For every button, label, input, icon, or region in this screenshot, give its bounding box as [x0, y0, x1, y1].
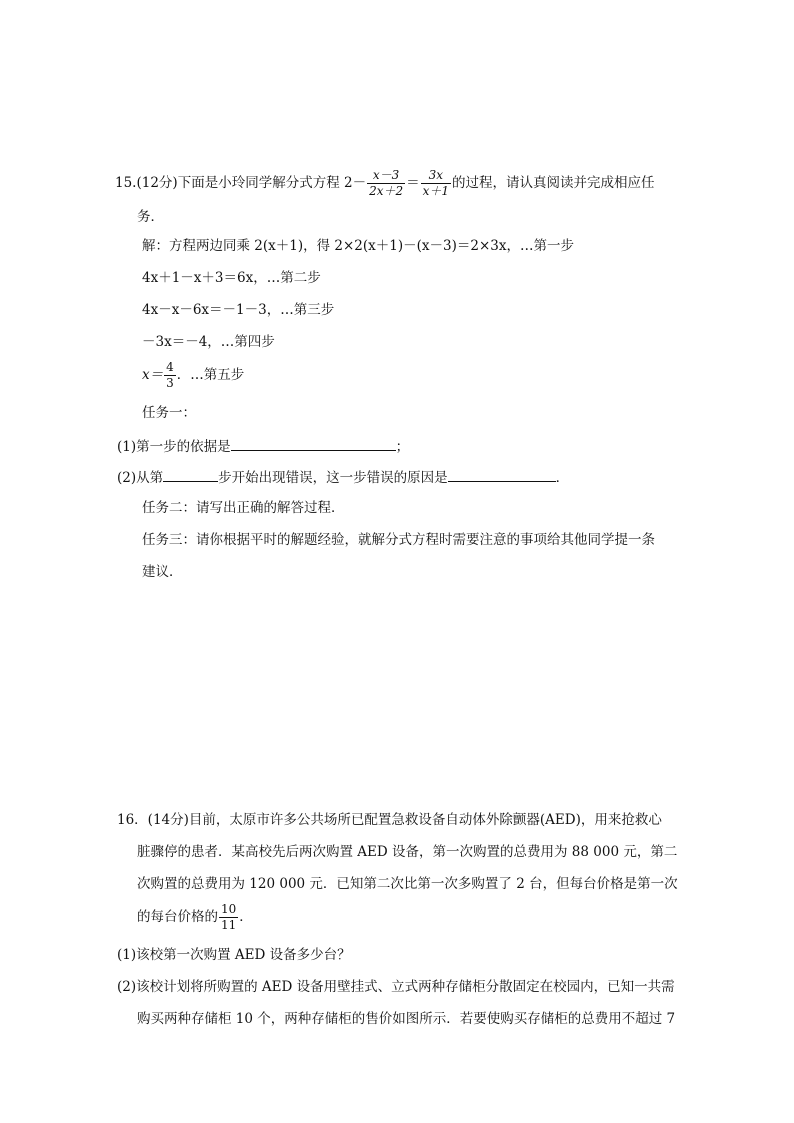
q15-task1-q2-prefix: (2)从第	[117, 470, 164, 486]
q16-line2: 脏骤停的患者．某高校先后两次购置 AED 设备，第一次购置的总费用为 88 000 元，第二	[137, 844, 678, 860]
q15-step5-numerator: 4	[166, 360, 174, 374]
q15-task1-q1	[117, 436, 409, 457]
q15-eq-left: 2－	[344, 175, 367, 191]
q16-sub-question-1: (1)该校第一次购置 AED 设备多少台？	[117, 947, 351, 963]
q15-number: 15.	[115, 175, 137, 191]
q16-fraction	[219, 902, 238, 933]
q16-line4-prefix: 的每台价格的	[137, 909, 218, 925]
q15-intro: 下面是小玲同学解分式方程	[177, 175, 340, 191]
q15-task3-line2: 建议．	[142, 564, 183, 580]
q15-task1-q2-suffix: ．	[555, 470, 570, 486]
q16-line1: 16．(14分)目前，太原市许多公共场所已配置急救设备自动体外除颤器(AED)，用来抢救心	[117, 812, 662, 828]
q15-step1: 解：方程两边同乘 2(x＋1)，得 2×2(x＋1)－(x－3)＝2×3x，…第一步	[142, 238, 574, 254]
q15-step5-denominator: 3	[166, 376, 174, 390]
q15-frac2-numerator: 3x	[421, 168, 451, 184]
answer-blank-3[interactable]	[448, 467, 556, 482]
q16-line4-suffix: ．	[239, 909, 253, 925]
q15-score: (12分)	[136, 175, 178, 191]
q15-task2: 任务二：请写出正确的解答过程．	[142, 500, 345, 516]
q15-step5-suffix: ．…第五步	[176, 367, 245, 383]
answer-blank-2[interactable]	[163, 467, 218, 482]
q15-header-line	[115, 168, 655, 199]
answer-blank-1[interactable]	[231, 436, 396, 451]
q15-frac2-denominator: x＋1	[422, 184, 450, 198]
q15-frac1-numerator: x－3	[367, 168, 405, 184]
q16-line3: 次购置的总费用为 120 000 元．已知第二次比第一次多购置了 2 台，但每台价格是第一次	[137, 876, 678, 892]
q15-task1-q2-mid: 步开始出现错误，这一步错误的原因是	[218, 470, 448, 486]
q15-intro-wrap: 务．	[137, 209, 164, 225]
q15-fraction-1	[367, 168, 405, 199]
q15-task1-q1-suffix: ；	[395, 439, 410, 455]
q15-task1-q2	[117, 467, 569, 488]
q16-numerator: 10	[221, 902, 237, 916]
q15-fraction-2	[421, 168, 451, 199]
q15-step4: －3x＝－4，…第四步	[142, 334, 275, 350]
q15-frac1-denominator: 2x＋2	[369, 184, 404, 198]
q16-line4	[137, 902, 253, 933]
q16-denominator: 11	[221, 918, 237, 932]
q15-eq-sign: ＝	[406, 175, 420, 191]
q15-task1-title: 任务一：	[142, 405, 196, 421]
q16-sub-question-2-line1: (2)该校计划将所购置的 AED 设备用壁挂式、立式两种存储柜分散固定在校园内，已知一共需	[117, 979, 675, 995]
q16-sub-question-2-line2: 购买两种存储柜 10 个，两种存储柜的售价如图所示．若要使购买存储柜的总费用不超过 7	[137, 1011, 676, 1027]
q15-step5-fraction	[164, 360, 176, 391]
q15-step5	[142, 360, 244, 391]
q15-step2: 4x＋1－x＋3＝6x，…第二步	[142, 270, 321, 286]
q15-step5-prefix: x＝	[142, 367, 164, 383]
q15-task1-q1-prefix: (1)第一步的依据是	[117, 439, 231, 455]
q15-step3: 4x－x－6x＝－1－3，…第三步	[142, 302, 335, 318]
q15-task3-line1: 任务三：请你根据平时的解题经验，就解分式方程时需要注意的事项给其他同学提一条	[142, 532, 655, 548]
q15-intro-tail: 的过程，请认真阅读并完成相应任	[452, 175, 655, 191]
